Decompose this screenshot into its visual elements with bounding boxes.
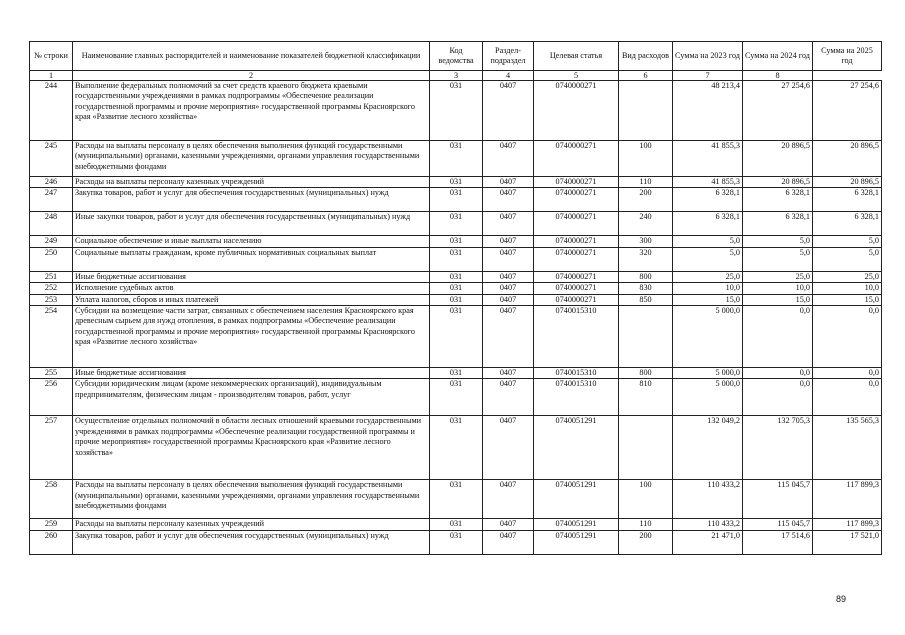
cell-sum-2023: 21 471,0 bbox=[673, 530, 743, 554]
cell-sum-2025: 20 896,5 bbox=[813, 141, 882, 177]
cell-dept-code: 031 bbox=[430, 480, 483, 519]
cell-sum-2024: 20 896,5 bbox=[743, 177, 813, 188]
column-number: 5 bbox=[534, 71, 619, 81]
cell-target-article: 0740015310 bbox=[534, 306, 619, 368]
cell-expense-type: 810 bbox=[619, 379, 673, 416]
cell-expense-type: 110 bbox=[619, 519, 673, 530]
cell-target-article: 0740015310 bbox=[534, 368, 619, 379]
table-row bbox=[30, 236, 882, 247]
cell-section: 0407 bbox=[483, 306, 534, 368]
cell-expense-type: 110 bbox=[619, 177, 673, 188]
cell-dept-code: 031 bbox=[430, 416, 483, 480]
cell-target-article: 0740000271 bbox=[534, 247, 619, 271]
table-row bbox=[30, 81, 882, 141]
cell-sum-2025: 117 899,3 bbox=[813, 480, 882, 519]
cell-sum-2023: 110 433,2 bbox=[673, 480, 743, 519]
header-sum-2025: Сумма на 2025 год bbox=[813, 42, 882, 71]
cell-sum-2023: 25,0 bbox=[673, 271, 743, 282]
cell-dept-code: 031 bbox=[430, 271, 483, 282]
header-dept-code: Код ведомства bbox=[430, 42, 483, 71]
cell-target-article: 0740000271 bbox=[534, 294, 619, 305]
cell-sum-2024: 5,0 bbox=[743, 236, 813, 247]
header-name: Наименование главных распорядителей и наименование показателей бюджетной классификации bbox=[73, 42, 430, 71]
cell-row-number: 247 bbox=[30, 188, 73, 212]
cell-sum-2023: 41 855,3 bbox=[673, 141, 743, 177]
cell-row-number: 257 bbox=[30, 416, 73, 480]
table-row bbox=[30, 247, 882, 271]
cell-row-number: 246 bbox=[30, 177, 73, 188]
cell-dept-code: 031 bbox=[430, 188, 483, 212]
cell-dept-code: 031 bbox=[430, 368, 483, 379]
cell-sum-2025: 5,0 bbox=[813, 247, 882, 271]
cell-section: 0407 bbox=[483, 294, 534, 305]
table-row bbox=[30, 188, 882, 212]
cell-row-number: 260 bbox=[30, 530, 73, 554]
table-header-row bbox=[30, 42, 882, 71]
column-number: 1 bbox=[30, 71, 73, 81]
cell-target-article: 0740051291 bbox=[534, 480, 619, 519]
cell-sum-2025: 0,0 bbox=[813, 379, 882, 416]
cell-sum-2023: 5,0 bbox=[673, 236, 743, 247]
cell-row-number: 248 bbox=[30, 212, 73, 236]
cell-section: 0407 bbox=[483, 177, 534, 188]
cell-target-article: 0740051291 bbox=[534, 530, 619, 554]
cell-sum-2024: 6 328,1 bbox=[743, 212, 813, 236]
cell-row-number: 245 bbox=[30, 141, 73, 177]
cell-row-number: 255 bbox=[30, 368, 73, 379]
cell-name: Исполнение судебных актов bbox=[73, 283, 430, 294]
cell-row-number: 252 bbox=[30, 283, 73, 294]
cell-name: Субсидии юридическим лицам (кроме некоммерческих организаций), индивидуальным предпринимателям, физическим лицам - производителям товаров, работ, услуг bbox=[73, 379, 430, 416]
cell-expense-type: 830 bbox=[619, 283, 673, 294]
cell-section: 0407 bbox=[483, 368, 534, 379]
table-row bbox=[30, 306, 882, 368]
table-row bbox=[30, 379, 882, 416]
cell-expense-type: 200 bbox=[619, 188, 673, 212]
cell-expense-type: 200 bbox=[619, 530, 673, 554]
cell-name: Иные закупки товаров, работ и услуг для обеспечения государственных (муниципальных) нужд bbox=[73, 212, 430, 236]
budget-table bbox=[29, 41, 882, 555]
cell-sum-2025: 0,0 bbox=[813, 368, 882, 379]
cell-section: 0407 bbox=[483, 212, 534, 236]
cell-dept-code: 031 bbox=[430, 141, 483, 177]
cell-target-article: 0740000271 bbox=[534, 81, 619, 141]
cell-expense-type: 800 bbox=[619, 368, 673, 379]
cell-target-article: 0740000271 bbox=[534, 188, 619, 212]
cell-target-article: 0740051291 bbox=[534, 519, 619, 530]
table-body bbox=[30, 81, 882, 555]
cell-sum-2024: 20 896,5 bbox=[743, 141, 813, 177]
cell-expense-type bbox=[619, 306, 673, 368]
cell-row-number: 254 bbox=[30, 306, 73, 368]
cell-sum-2025: 17 521,0 bbox=[813, 530, 882, 554]
cell-name: Расходы на выплаты персоналу в целях обеспечения выполнения функций государственными (муниципальными) органами, казенными учреждениями, органами управления государственными внебюджетными фондами bbox=[73, 141, 430, 177]
cell-target-article: 0740051291 bbox=[534, 416, 619, 480]
cell-dept-code: 031 bbox=[430, 247, 483, 271]
cell-name: Социальное обеспечение и иные выплаты населению bbox=[73, 236, 430, 247]
column-number: 7 bbox=[673, 71, 743, 81]
header-section: Раздел-подраздел bbox=[483, 42, 534, 71]
cell-name: Субсидии на возмещение части затрат, связанных с обеспечением населения Красноярского края древесным сырьем для нужд отопления, в рамках подпрограммы «Обеспечение реализации государственной программы и прочие мероприятия» государственной программы Красноярского края «Развитие лесного хозяйства» bbox=[73, 306, 430, 368]
cell-sum-2024: 6 328,1 bbox=[743, 188, 813, 212]
table-row bbox=[30, 416, 882, 480]
cell-sum-2025: 15,0 bbox=[813, 294, 882, 305]
table-row bbox=[30, 212, 882, 236]
cell-section: 0407 bbox=[483, 530, 534, 554]
cell-section: 0407 bbox=[483, 236, 534, 247]
cell-sum-2025: 0,0 bbox=[813, 306, 882, 368]
cell-section: 0407 bbox=[483, 247, 534, 271]
cell-name: Осуществление отдельных полномочий в области лесных отношений краевыми государственными учреждениями в рамках подпрограммы «Обеспечение реализации государственной программы и прочие мероприятия» государственной программы Красноярского края «Развитие лесного хозяйства» bbox=[73, 416, 430, 480]
cell-section: 0407 bbox=[483, 379, 534, 416]
cell-row-number: 244 bbox=[30, 81, 73, 141]
cell-row-number: 258 bbox=[30, 480, 73, 519]
cell-expense-type: 320 bbox=[619, 247, 673, 271]
cell-expense-type: 800 bbox=[619, 271, 673, 282]
cell-expense-type bbox=[619, 416, 673, 480]
cell-name: Расходы на выплаты персоналу казенных учреждений bbox=[73, 519, 430, 530]
cell-sum-2025: 6 328,1 bbox=[813, 188, 882, 212]
cell-section: 0407 bbox=[483, 416, 534, 480]
cell-sum-2023: 6 328,1 bbox=[673, 212, 743, 236]
cell-target-article: 0740000271 bbox=[534, 283, 619, 294]
cell-sum-2024: 115 045,7 bbox=[743, 519, 813, 530]
table-row bbox=[30, 294, 882, 305]
cell-sum-2023: 110 433,2 bbox=[673, 519, 743, 530]
column-number: 6 bbox=[619, 71, 673, 81]
cell-row-number: 259 bbox=[30, 519, 73, 530]
table-row bbox=[30, 271, 882, 282]
header-expense-type: Вид расходов bbox=[619, 42, 673, 71]
cell-sum-2023: 5 000,0 bbox=[673, 368, 743, 379]
column-number-row bbox=[30, 71, 882, 81]
cell-section: 0407 bbox=[483, 519, 534, 530]
cell-sum-2024: 15,0 bbox=[743, 294, 813, 305]
cell-sum-2024: 10,0 bbox=[743, 283, 813, 294]
cell-target-article: 0740000271 bbox=[534, 177, 619, 188]
cell-row-number: 250 bbox=[30, 247, 73, 271]
cell-expense-type: 300 bbox=[619, 236, 673, 247]
table-row bbox=[30, 368, 882, 379]
page-number: 89 bbox=[836, 594, 847, 604]
cell-section: 0407 bbox=[483, 141, 534, 177]
cell-name: Закупка товаров, работ и услуг для обеспечения государственных (муниципальных) нужд bbox=[73, 530, 430, 554]
cell-sum-2025: 25,0 bbox=[813, 271, 882, 282]
cell-dept-code: 031 bbox=[430, 306, 483, 368]
table-row bbox=[30, 519, 882, 530]
cell-row-number: 249 bbox=[30, 236, 73, 247]
cell-sum-2023: 15,0 bbox=[673, 294, 743, 305]
cell-sum-2023: 41 855,3 bbox=[673, 177, 743, 188]
cell-row-number: 253 bbox=[30, 294, 73, 305]
cell-name: Иные бюджетные ассигнования bbox=[73, 368, 430, 379]
cell-section: 0407 bbox=[483, 480, 534, 519]
cell-sum-2024: 27 254,6 bbox=[743, 81, 813, 141]
column-number: 4 bbox=[483, 71, 534, 81]
cell-target-article: 0740000271 bbox=[534, 141, 619, 177]
cell-sum-2024: 0,0 bbox=[743, 379, 813, 416]
cell-section: 0407 bbox=[483, 271, 534, 282]
cell-expense-type: 100 bbox=[619, 141, 673, 177]
table-row bbox=[30, 177, 882, 188]
cell-target-article: 0740015310 bbox=[534, 379, 619, 416]
cell-sum-2025: 135 565,3 bbox=[813, 416, 882, 480]
cell-sum-2023: 6 328,1 bbox=[673, 188, 743, 212]
cell-sum-2023: 5 000,0 bbox=[673, 379, 743, 416]
cell-sum-2025: 117 899,3 bbox=[813, 519, 882, 530]
cell-dept-code: 031 bbox=[430, 283, 483, 294]
cell-row-number: 256 bbox=[30, 379, 73, 416]
cell-sum-2025: 6 328,1 bbox=[813, 212, 882, 236]
header-sum-2024: Сумма на 2024 год bbox=[743, 42, 813, 71]
header-target-article: Целевая статья bbox=[534, 42, 619, 71]
cell-target-article: 0740000271 bbox=[534, 271, 619, 282]
cell-sum-2023: 10,0 bbox=[673, 283, 743, 294]
cell-sum-2024: 5,0 bbox=[743, 247, 813, 271]
cell-sum-2025: 20 896,5 bbox=[813, 177, 882, 188]
cell-sum-2024: 115 045,7 bbox=[743, 480, 813, 519]
cell-dept-code: 031 bbox=[430, 530, 483, 554]
cell-name: Иные бюджетные ассигнования bbox=[73, 271, 430, 282]
cell-name: Выполнение федеральных полномочий за счет средств краевого бюджета краевыми государственными учреждениями в рамках подпрограммы «Обеспечение реализации государственной программы и прочие мероприятия» государственной программы Красноярского края «Развитие лесного хозяйства» bbox=[73, 81, 430, 141]
cell-name: Социальные выплаты гражданам, кроме публичных нормативных социальных выплат bbox=[73, 247, 430, 271]
cell-dept-code: 031 bbox=[430, 81, 483, 141]
cell-target-article: 0740000271 bbox=[534, 236, 619, 247]
cell-sum-2024: 0,0 bbox=[743, 368, 813, 379]
cell-name: Расходы на выплаты персоналу казенных учреждений bbox=[73, 177, 430, 188]
cell-expense-type: 850 bbox=[619, 294, 673, 305]
cell-sum-2025: 27 254,6 bbox=[813, 81, 882, 141]
cell-dept-code: 031 bbox=[430, 212, 483, 236]
header-row-number: № строки bbox=[30, 42, 73, 71]
cell-name: Расходы на выплаты персоналу в целях обеспечения выполнения функций государственными (муниципальными) органами, казенными учреждениями, органами управления государственными внебюджетными фондами bbox=[73, 480, 430, 519]
table-row bbox=[30, 530, 882, 554]
cell-sum-2025: 10,0 bbox=[813, 283, 882, 294]
cell-dept-code: 031 bbox=[430, 379, 483, 416]
cell-sum-2023: 5,0 bbox=[673, 247, 743, 271]
cell-sum-2023: 48 213,4 bbox=[673, 81, 743, 141]
cell-sum-2024: 0,0 bbox=[743, 306, 813, 368]
table-row bbox=[30, 283, 882, 294]
cell-sum-2023: 5 000,0 bbox=[673, 306, 743, 368]
cell-dept-code: 031 bbox=[430, 519, 483, 530]
cell-sum-2024: 132 705,3 bbox=[743, 416, 813, 480]
cell-section: 0407 bbox=[483, 81, 534, 141]
cell-sum-2025: 5,0 bbox=[813, 236, 882, 247]
column-number: 3 bbox=[430, 71, 483, 81]
cell-sum-2024: 17 514,6 bbox=[743, 530, 813, 554]
cell-sum-2023: 132 049,2 bbox=[673, 416, 743, 480]
cell-name: Уплата налогов, сборов и иных платежей bbox=[73, 294, 430, 305]
column-number: 2 bbox=[73, 71, 430, 81]
cell-dept-code: 031 bbox=[430, 236, 483, 247]
cell-row-number: 251 bbox=[30, 271, 73, 282]
header-sum-2023: Сумма на 2023 год bbox=[673, 42, 743, 71]
cell-name: Закупка товаров, работ и услуг для обеспечения государственных (муниципальных) нужд bbox=[73, 188, 430, 212]
cell-expense-type bbox=[619, 81, 673, 141]
cell-expense-type: 240 bbox=[619, 212, 673, 236]
table-row bbox=[30, 141, 882, 177]
cell-section: 0407 bbox=[483, 188, 534, 212]
cell-dept-code: 031 bbox=[430, 294, 483, 305]
cell-section: 0407 bbox=[483, 283, 534, 294]
cell-expense-type: 100 bbox=[619, 480, 673, 519]
cell-target-article: 0740000271 bbox=[534, 212, 619, 236]
table-row bbox=[30, 480, 882, 519]
cell-sum-2024: 25,0 bbox=[743, 271, 813, 282]
column-number: 8 bbox=[743, 71, 813, 81]
cell-dept-code: 031 bbox=[430, 177, 483, 188]
